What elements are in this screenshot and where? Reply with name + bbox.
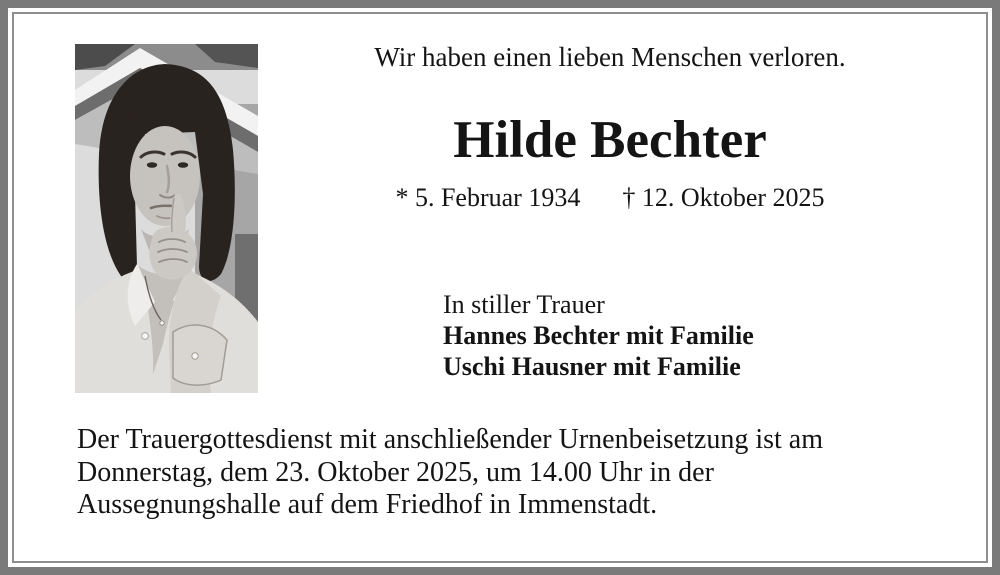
life-dates (270, 181, 950, 215)
deceased-name: Hilde Bechter (453, 111, 767, 169)
funeral-line: Der Trauergottesdienst mit anschließender Urnenbeisetzung ist am (77, 424, 823, 455)
portrait-illustration (75, 44, 258, 393)
mourner-name: Uschi Hausner mit Familie (443, 352, 741, 381)
funeral-line: Aussegnungshalle auf dem Friedhof in Immenstadt. (77, 489, 658, 520)
birth-date: * 5. Februar 1934 (395, 183, 581, 212)
death-date: † 12. Oktober 2025 (622, 183, 825, 212)
mourning-block (443, 289, 754, 382)
intro-line: Wir haben einen lieben Menschen verloren. (374, 42, 846, 72)
funeral-info (77, 424, 823, 522)
funeral-line: Donnerstag, dem 23. Oktober 2025, um 14.00 Uhr in der (77, 456, 714, 488)
mourner-name: Hannes Bechter mit Familie (443, 321, 754, 350)
portrait-photo (75, 44, 258, 393)
mourning-intro: In stiller Trauer (443, 290, 605, 319)
